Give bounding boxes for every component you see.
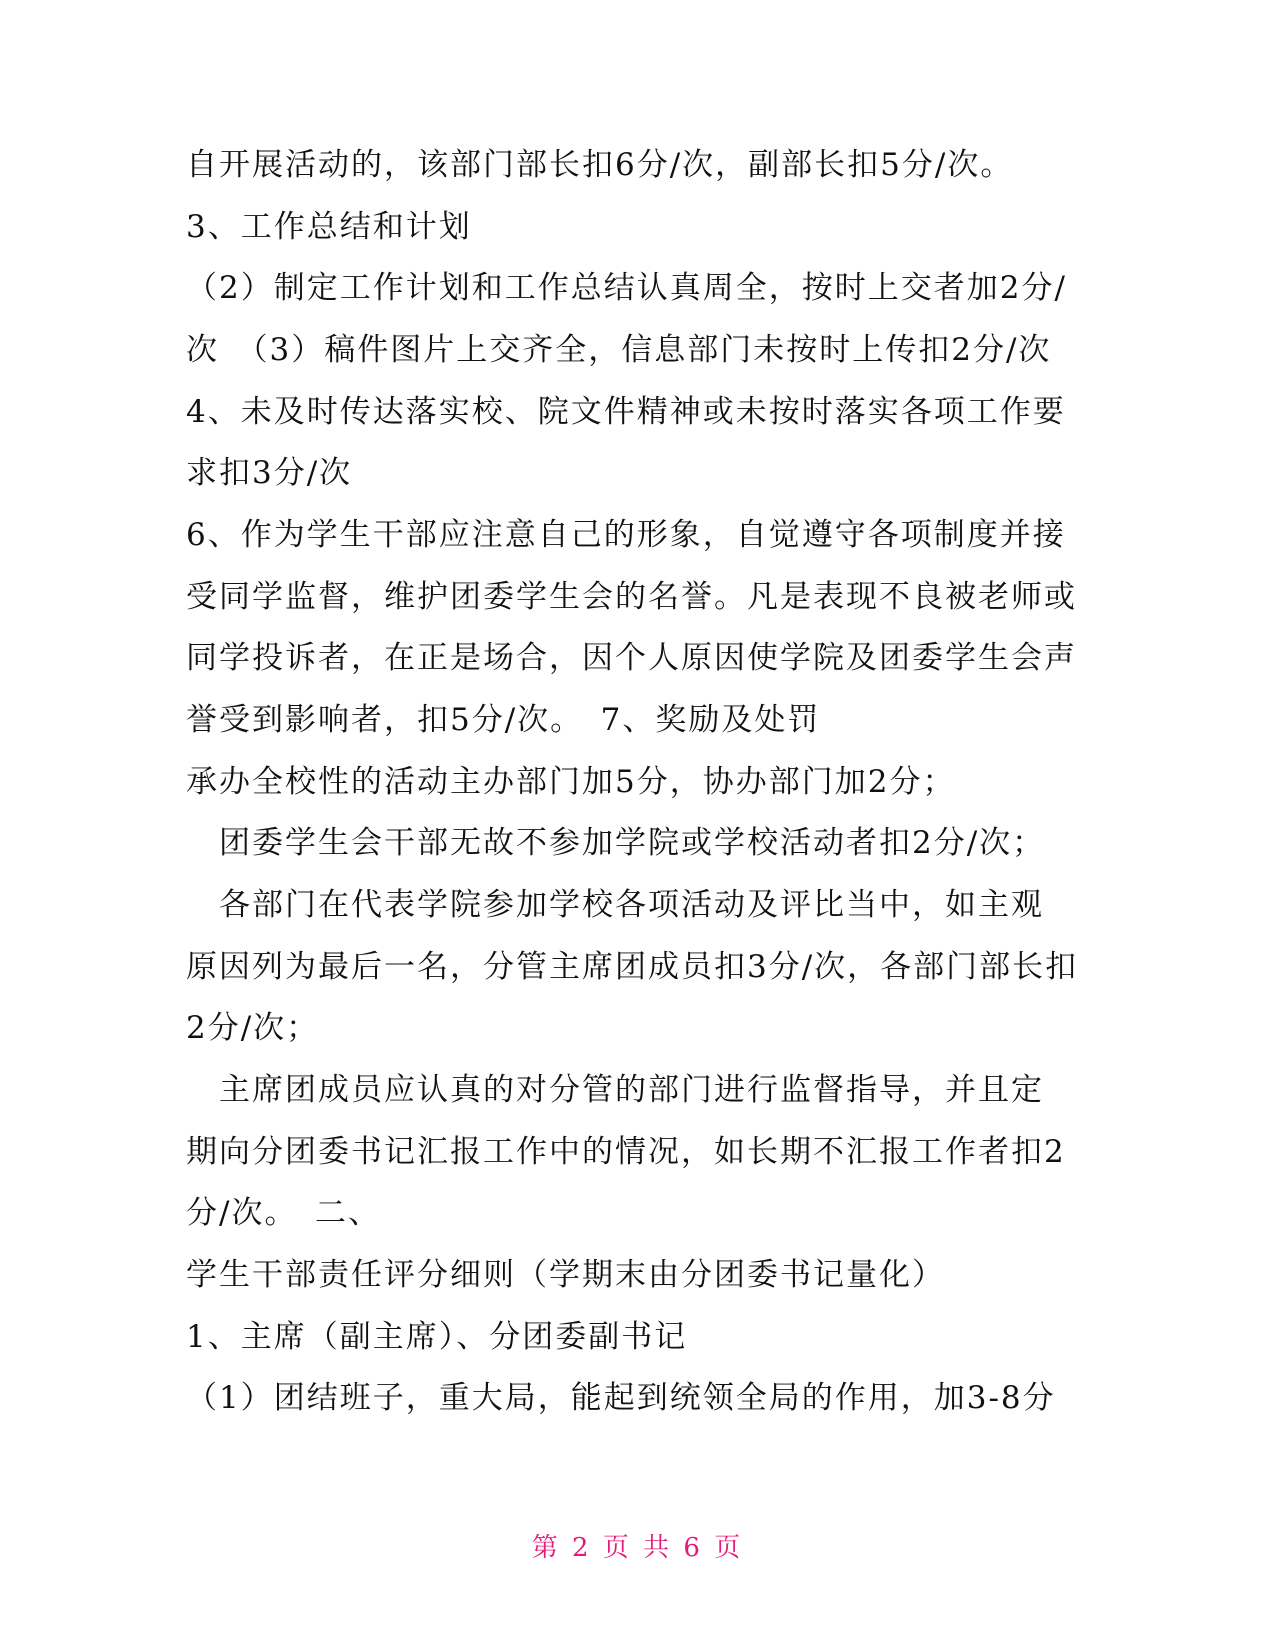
text-line-21: （1）团结班子，重大局，能起到统领全局的作用，加3-8分 [186,1380,1056,1416]
text-line-12: 团委学生会干部无故不参加学院或学校活动者扣2分/次； [186,825,1046,861]
text-line-2: 3、工作总结和计划 [186,209,472,245]
text-line-5: 4、未及时传达落实校、院文件精神或未按时落实各项工作要 [186,394,1066,430]
text-line-16: 主席团成员应认真的对分管的部门进行监督指导，并且定 [186,1072,1044,1108]
text-line-14: 原因列为最后一名，分管主席团成员扣3分/次，各部门部长扣 [186,949,1079,985]
text-line-4: 次 （3）稿件图片上交齐全，信息部门未按时上传扣2分/次 [186,332,1052,368]
text-line-7: 6、作为学生干部应注意自己的形象，自觉遵守各项制度并接 [186,517,1066,553]
text-line-15: 2分/次； [186,1010,320,1046]
page-number-footer: 第 2 页 共 6 页 [531,1533,744,1563]
text-line-3: （2）制定工作计划和工作总结认真周全，按时上交者加2分/ [186,270,1067,306]
text-line-9: 同学投诉者，在正是场合，因个人原因使学院及团委学生会声 [186,640,1077,676]
text-line-6: 求扣3分/次 [186,455,353,491]
text-line-18: 分/次。 二、 [186,1195,381,1231]
text-line-20: 1、主席（副主席）、分团委副书记 [186,1319,688,1355]
text-line-11: 承办全校性的活动主办部门加5分，协办部门加2分； [186,764,956,800]
text-line-19: 学生干部责任评分细则（学期末由分团委书记量化） [186,1257,945,1293]
text-line-10: 誉受到影响者，扣5分/次。 7、奖励及处罚 [186,702,821,738]
text-line-1: 自开展活动的，该部门部长扣6分/次，副部长扣5分/次。 [186,147,1014,183]
text-line-17: 期向分团委书记汇报工作中的情况，如长期不汇报工作者扣2 [186,1134,1066,1170]
text-line-8: 受同学监督，维护团委学生会的名誉。凡是表现不良被老师或 [186,579,1077,615]
text-line-13: 各部门在代表学院参加学校各项活动及评比当中，如主观 [186,887,1044,923]
